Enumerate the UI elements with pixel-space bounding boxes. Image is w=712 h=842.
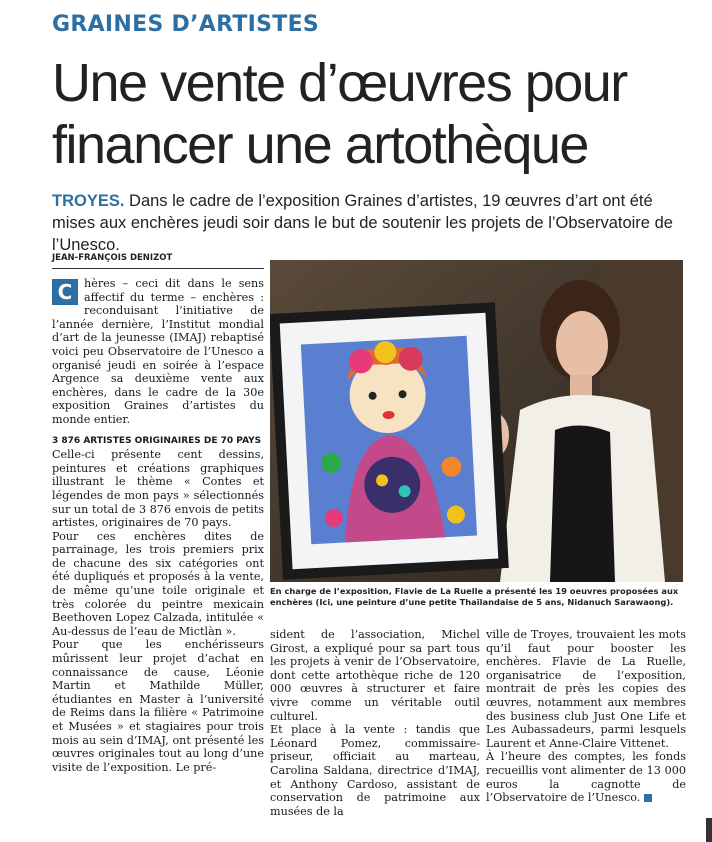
end-mark-icon [644, 794, 652, 802]
paragraph [486, 750, 686, 804]
column-2 [270, 628, 480, 818]
paragraph: sident de l’association, Michel Girost, a expliqué pour sa part tous les projets à venir de l’Observatoire, dont cette artothèque riche de 120 000 œuvres à structurer et faire vivre comme un véritable outil culturel. [270, 628, 480, 723]
paragraph: Et place à la vente : tandis que Léonard Pomez, commissaire-priseur, officiait au marteau, Carolina Saldana, directrice d’IMAJ, et Anthony Cardoso, assistant de conservation de patrimoine aux musées de la [270, 723, 480, 818]
paragraph [52, 277, 264, 427]
column-1 [52, 277, 264, 774]
photo-caption: En charge de l’exposition, Flavie de La Ruelle a présenté les 19 oeuvres proposées aux enchères (Ici, une peinture d’une petite Thaïlandaise de 5 ans, Nidanuch Sarawaong). [270, 586, 679, 607]
page-edge [706, 818, 712, 842]
paragraph-text: hères – ceci dit dans le sens affectif du terme – enchères : reconduisant l’initiative de l’année dernière, l’Institut mondial d’art de la jeunesse (IMAJ) rebaptisé voici peu Observatoire de l’Unesco a organisé jeudi en soirée à l’espace Argence sa deuxième vente aux enchères, dans le cadre de la 30e exposition Graines d’artistes du monde entier. [52, 277, 264, 426]
section-kicker: GRAINES D’ARTISTES [52, 12, 320, 37]
standfirst-text: Dans le cadre de l’exposition Graines d’artistes, 19 œuvres d’art ont été mises aux enchères jeudi soir dans le but de soutenir les projets de l’Observatoire de l’Unesco. [52, 192, 673, 254]
paragraph: Pour ces enchères dites de parrainage, les trois premiers prix de chacune des six catégories ont été dupliqués et proposés à la vente, de même qu’une toile originale et très colorée du peintre mexicain Beethoven Lopez Calzada, intitulée « Au-dessus de l’eau de Mictlàn ». [52, 529, 264, 638]
paragraph-text: À l’heure des comptes, les fonds recueillis vont alimenter de 13 000 euros la cagnotte de l’Observatoire de l’Unesco. [486, 750, 686, 805]
photo-illustration [270, 260, 683, 582]
paragraph: Pour que les enchérisseurs mûrissent leur projet d’achat en connaissance de cause, Léonie Martin et Mathilde Müller, étudiantes en Master à l’université de Reims dans la filière « Patrimoine et Musées » et stagiaires pour trois mois au sein d’IMAJ, ont présenté les œuvres originales tout au long d’une visite de l’exposition. Le pré- [52, 638, 264, 774]
paragraph: ville de Troyes, trouvaient les mots qu’il faut pour booster les enchères. Flavie de La Ruelle, organisatrice de l’exposition, montrait de près les copies des œuvres, notamment aux membres des business club Just One Life et Les Aubassadeurs, parmi lesquels Laurent et Anne-Claire Vittenet. [486, 628, 686, 750]
drop-cap: C [52, 279, 78, 305]
standfirst [52, 190, 692, 256]
byline: JEAN-FRANÇOIS DENIZOT [52, 253, 173, 263]
article-photo [270, 260, 683, 582]
byline-divider [52, 268, 264, 269]
paragraph: Celle-ci présente cent dessins, peintures et créations graphiques illustrant le thème « Contes et légendes de mon pays » sélectionnés sur un total de 3 876 envois de petits artistes, originaires de 70 pays. [52, 448, 264, 530]
column-3 [486, 628, 686, 805]
dateline-place: TROYES. [52, 192, 125, 210]
subheading: 3 876 ARTISTES ORIGINAIRES DE 70 PAYS [52, 435, 262, 446]
article-headline: Une vente d’œuvres pour financer une artothèque [52, 53, 627, 175]
